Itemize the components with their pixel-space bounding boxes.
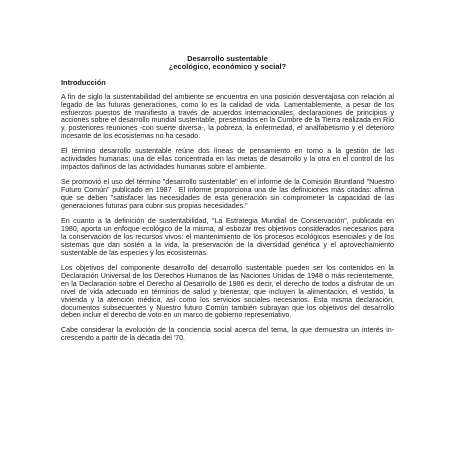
- paragraph-3: Se promovió el uso del término "desarrollo sustentable" en el informe de la Comisión Bruntland "Nuestro Futuro Común" publicado en 1987 . El informe proporciona una de las definiciones más citadas: afirma que se deben "satisfacer las necesidades de esta generación sin comprometer la capacidad de las generaciones futuras para cubrir sus propias necesidades.": [61, 178, 394, 211]
- paragraph-4: En cuanto a la definición de sustentabilidad, "La Estrategia Mundial de Conservación", publicada en 1980, aporta un enfoque ecológico de la misma, al esbozar tres objetivos considerados necesarios para la conservación de los recursos vivos: el mantenimiento de los procesos ecológicos esenciales y de los sistemas que dan sostén a la vida, la preservación de la diversidad genética y el aprovechamiento sustentable de las especies y los ecosistemas.: [61, 217, 394, 257]
- document-title: [61, 55, 394, 71]
- title-subtitle: ¿ecológico, económico y social?: [168, 62, 287, 72]
- paragraph-1: A fin de siglo la sustentabilidad del ambiente se encuentra en una posición desventajosa con relación al legado de las futuras generaciones, como lo es la calidad de vida. Lamentablemente, a pesar de los esfuerzos puestos de manifiesto a través de acuerdos internacionales, declaraciones de principios y acciones sobre el desarrollo mundial sustentable, presentados en la Cumbre de la Tierra realizada en Río y, posteriores reuniones -con suerte diversa-, la pobreza, la enfermedad, el analfabetismo y el deterioro incesante de los ecosistemas no ha cesado.: [61, 92, 394, 141]
- paragraph-2: El término desarrollo sustentable reúne dos líneas de pensamiento en torno a la gestión de las actividades humanas: una de ellas concentrada en las metas de desarrollo y la otra en el control de los impactos dañinos de las actividades humanas sobre el ambiente.: [61, 147, 394, 172]
- title-main: Desarrollo sustentable: [187, 54, 268, 63]
- paragraph-5: Los objetivos del componente desarrollo del desarrollo sustentable pueden ser los contenidos en la Declaración Universal de los Derechos Humanos de las Naciones Unidas de 1948 o más recientemente, en la Declaración sobre el Derecho al Desarrollo de 1986 es decir, el derecho de todos a disfrutar de un nivel de vida adecuado en términos de salud y bienestar, que incluyen la alimentación, el vestido, la vivienda y la atención médica, así como los servicios sociales necesarios. Esta misma declaración, documentos subsecuentes y Nuestro futuro Común también subrayan que los objetivos del desarrollo deben incluir el derecho de voto en un marco de gobierno representativo.: [61, 263, 394, 320]
- section-heading-introduccion: Introducción: [61, 78, 106, 88]
- paragraph-6: Cabe considerar la evolución de la conciencia social acerca del tema, la que demuestra un interés in-crescendo a partir de la década del '70.: [61, 326, 394, 343]
